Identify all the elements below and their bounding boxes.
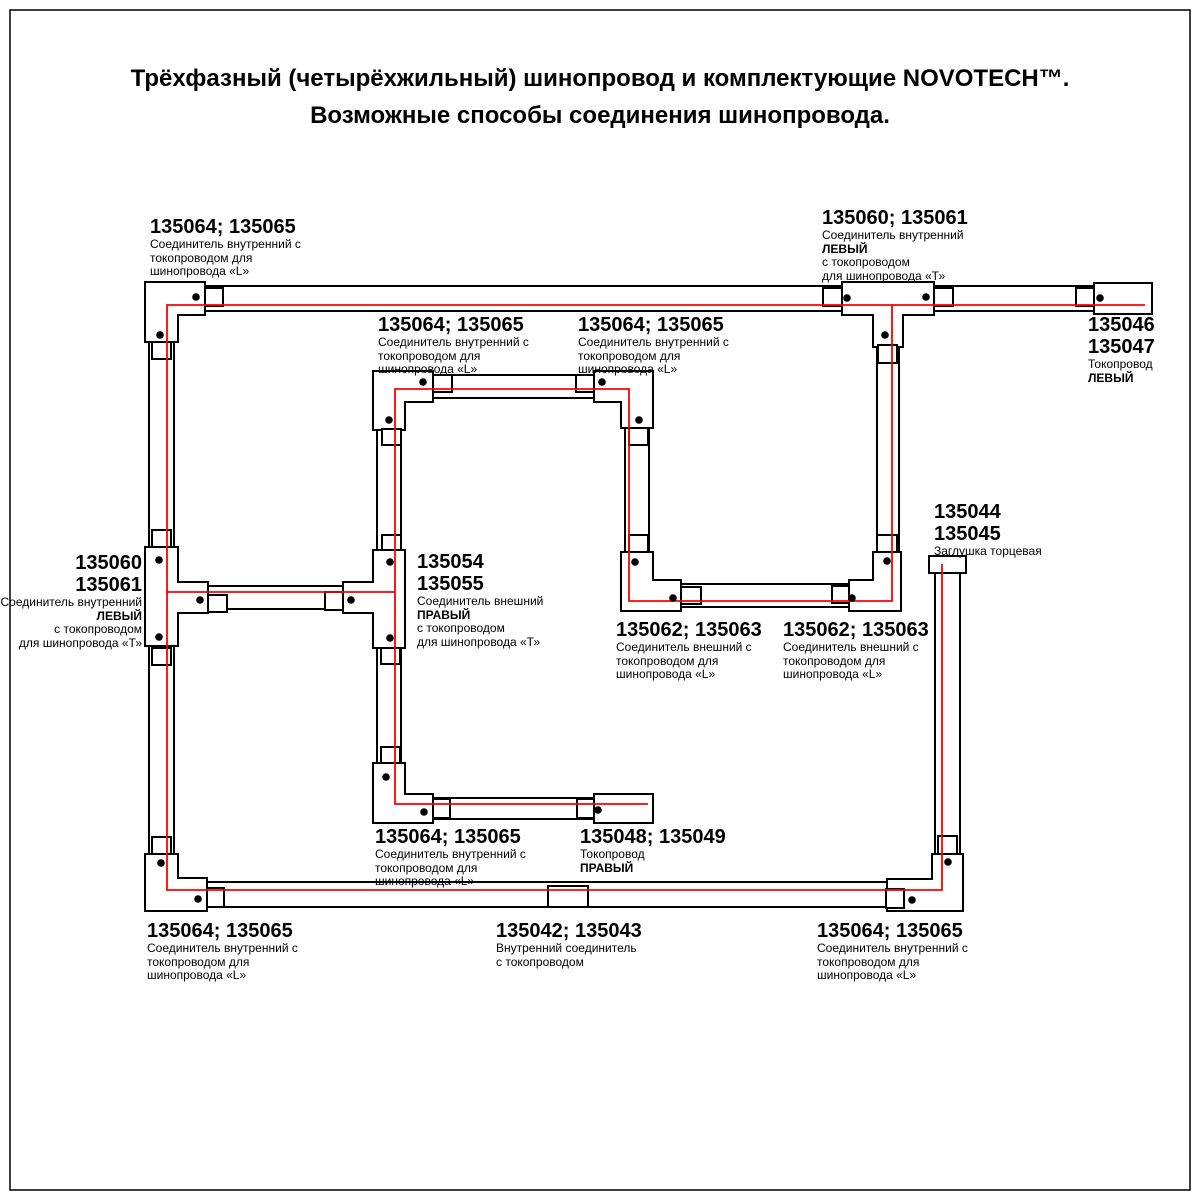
article-numbers: 135046 xyxy=(1088,314,1155,336)
label-connector-inner-bottom-mid: 135064; 135065 Соединитель внутренний с токопроводом для шинопровода «L» xyxy=(375,826,526,888)
label-connector-inner-mid-left: 135064; 135065 Соединитель внутренний с токопроводом для шинопровода «L» xyxy=(378,314,529,376)
article-numbers: 135061 xyxy=(75,574,142,596)
label-connector-straight: 135042; 135043 Внутренний соединитель с токопроводом xyxy=(496,920,642,969)
article-numbers: 135064; 135065 xyxy=(147,920,293,942)
article-numbers: 135047 xyxy=(1088,336,1155,358)
article-numbers: 135060; 135061 xyxy=(822,207,968,229)
article-numbers: 135064; 135065 xyxy=(817,920,963,942)
article-numbers: 135054 xyxy=(417,551,484,573)
title-line-2: Возможные способы соединения шинопровода. xyxy=(310,102,890,129)
page-title xyxy=(0,60,1200,134)
article-numbers: 135044 xyxy=(934,501,1001,523)
article-numbers: 135055 xyxy=(417,573,484,595)
label-t-connector-top: 135060; 135061 Соединитель внутренний ЛЕВЫЙ с токопроводом для шинопровода «Т» xyxy=(822,207,968,283)
label-connector-outer-right: 135062; 135063 Соединитель внешний с токопроводом для шинопровода «L» xyxy=(783,619,929,681)
label-end-cap: 135044 135045 Заглушка торцевая xyxy=(934,501,1042,558)
label-feed-right: 135048; 135049 Токопровод ПРАВЫЙ xyxy=(580,826,726,875)
label-connector-outer-left: 135062; 135063 Соединитель внешний с токопроводом для шинопровода «L» xyxy=(616,619,762,681)
label-t-connector-left: 135060 135061 Соединитель внутренний ЛЕВЫЙ с токопроводом для шинопровода «Т» xyxy=(0,552,142,650)
label-connector-inner-bottom-right: 135064; 135065 Соединитель внутренний с токопроводом для шинопровода «L» xyxy=(817,920,968,982)
article-numbers: 135042; 135043 xyxy=(496,920,642,942)
label-t-connector-outer: 135054 135055 Соединитель внешний ПРАВЫЙ с токопроводом для шинопровода «Т» xyxy=(417,551,544,649)
article-numbers: 135064; 135065 xyxy=(378,314,524,336)
article-numbers: 135045 xyxy=(934,523,1001,545)
label-connector-inner-top-left: 135064; 135065 Соединитель внутренний с токопроводом для шинопровода «L» xyxy=(150,216,301,278)
article-numbers: 135064; 135065 xyxy=(150,216,296,238)
article-numbers: 135064; 135065 xyxy=(578,314,724,336)
label-connector-inner-mid-right: 135064; 135065 Соединитель внутренний с токопроводом для шинопровода «L» xyxy=(578,314,729,376)
label-feed-left: 135046 135047 Токопровод ЛЕВЫЙ xyxy=(1088,314,1155,385)
label-connector-inner-bottom-left: 135064; 135065 Соединитель внутренний с токопроводом для шинопровода «L» xyxy=(147,920,298,982)
article-numbers: 135062; 135063 xyxy=(783,619,929,641)
title-line-1: Трёхфазный (четырёхжильный) шинопровод и комплектующие NOVOTECH™. xyxy=(130,65,1070,92)
article-numbers: 135048; 135049 xyxy=(580,826,726,848)
article-numbers: 135060 xyxy=(75,552,142,574)
article-numbers: 135062; 135063 xyxy=(616,619,762,641)
article-numbers: 135064; 135065 xyxy=(375,826,521,848)
